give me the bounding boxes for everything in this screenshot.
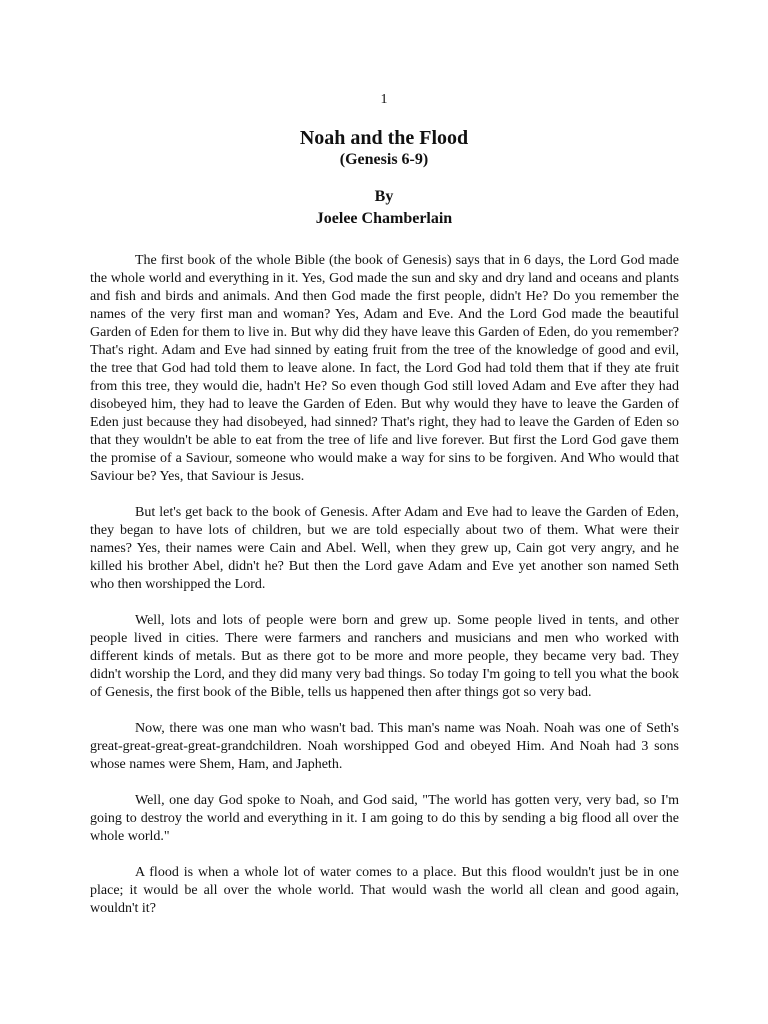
paragraph: Now, there was one man who wasn't bad. This man's name was Noah. Noah was one of Seth's great-great-great-great-grandchildren. Noah worshipped God and obeyed Him. And Noah had 3 sons whose names were Shem, Ham, and Japheth. <box>90 721 679 772</box>
paragraph: A flood is when a whole lot of water comes to a place. But this flood wouldn't just be in one place; it would be all over the whole world. That would wash the world all clean and good again, wouldn't it? <box>90 865 679 916</box>
paragraph: Well, lots and lots of people were born and grew up. Some people lived in tents, and other people lived in cities. There were farmers and ranchers and musicians and men who worked with different kinds of metals. But as there got to be more and more people, they became very bad. They didn't worship the Lord, and they did many very bad things. So today I'm going to tell you what the book of Genesis, the first book of the Bible, tells us happened then after things got so very bad. <box>90 613 679 700</box>
author-name: Joelee Chamberlain <box>315 210 453 227</box>
title-block <box>0 126 768 230</box>
by-label: By <box>374 188 394 205</box>
page-number: 1 <box>380 92 388 107</box>
document-title: Noah and the Flood <box>299 127 469 149</box>
byline <box>0 186 768 230</box>
paragraph: But let's get back to the book of Genesis. After Adam and Eve had to leave the Garden of Eden, they began to have lots of children, but we are told especially about two of them. What were their names? Yes, their names were Cain and Abel. Well, when they grew up, Cain got very angry, and he killed his brother Abel, didn't he? But then the Lord gave Adam and Eve yet another son named Seth who then worshipped the Lord. <box>90 505 679 592</box>
document-subtitle: (Genesis 6-9) <box>339 151 429 168</box>
paragraph: The first book of the whole Bible (the book of Genesis) says that in 6 days, the Lord God made the whole world and everything in it. Yes, God made the sun and sky and dry land and oceans and plants and fish and birds and animals. And then God made the first people, didn't He? Do you remember the names of the very first man and woman? Yes, Adam and Eve. And the Lord God made the beautiful Garden of Eden for them to live in. But why did they have leave this Garden of Eden, do you remember? That's right. Adam and Eve had sinned by eating fruit from the tree of the knowledge of good and evil, the tree that God had told them to leave alone. In fact, the Lord God had told them that if they ate fruit from this tree, they would die, hadn't He? So even though God still loved Adam and Eve after they had disobeyed him, they had to leave the Garden of Eden. But why would they have to leave the Garden of Eden just because they had disobeyed, had sinned? That's right, they had to leave the Garden of Eden so that they wouldn't be able to eat from the tree of life and live forever. But first the Lord God gave them the promise of a Saviour, someone who would make a way for sins to be forgiven. And Who would that Saviour be? Yes, that Saviour is Jesus. <box>90 253 679 484</box>
body-text <box>90 252 679 936</box>
paragraph: Well, one day God spoke to Noah, and God said, "The world has gotten very, very bad, so I'm going to destroy the world and everything in it. I am going to do this by sending a big flood all over the whole world." <box>90 793 679 844</box>
